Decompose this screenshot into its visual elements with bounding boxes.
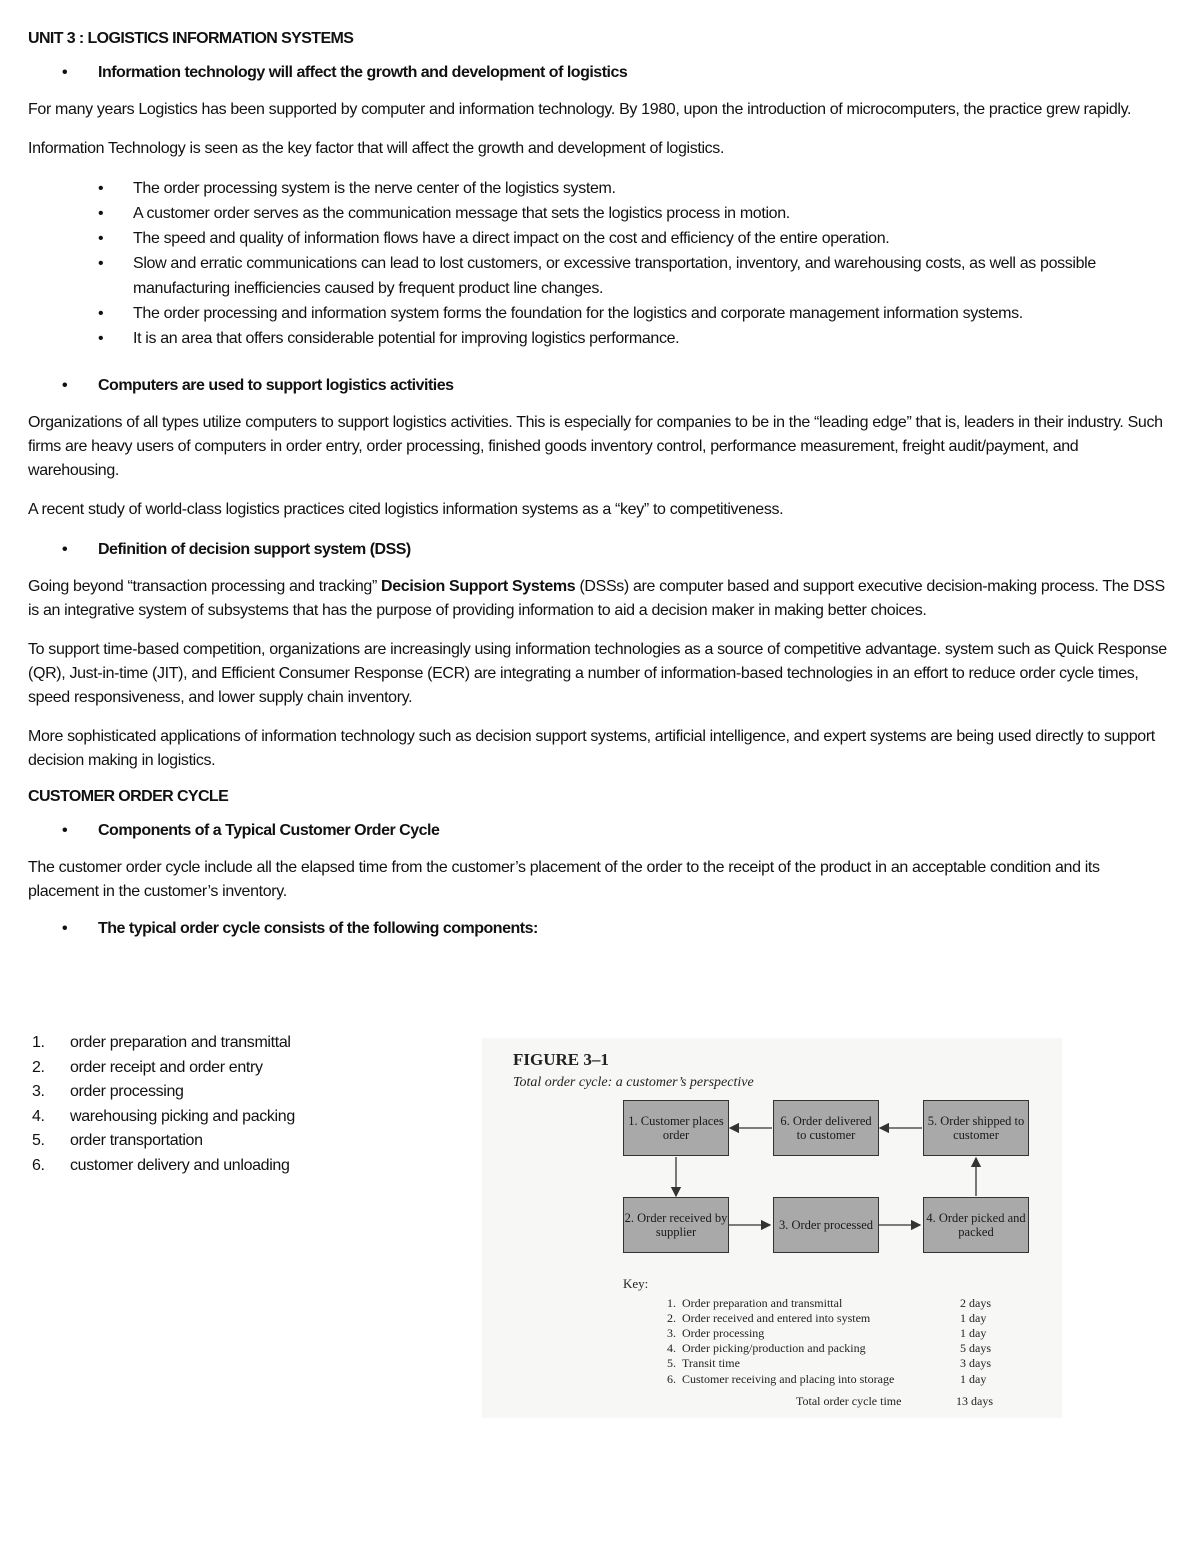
key-row [660, 1311, 1000, 1327]
key-days: 5 days [960, 1341, 991, 1355]
key-days: 3 days [960, 1356, 991, 1370]
list-item [32, 1056, 295, 1081]
section1-heading: • Information technology will affect the growth and development of logistics [28, 64, 1168, 82]
section2-para1: Organizations of all types utilize computers to support logistics activities. This is especially for companies to be in the “leading edge” that is, leaders in their industry. Such firms are heavy users of computers in order entry, order processing, finished goods inventory control, performance measurement, freight audit/payment, and warehousing. [28, 414, 1163, 479]
list-item [32, 1031, 295, 1056]
dss-post-text: (DSSs) are computer based and support executive decision-making process. The DSS is an integrative system of subsystems that has the purpose of providing information to aid a decision maker in making better choices. [28, 578, 1165, 619]
key-row [660, 1296, 1000, 1312]
figure-title: FIGURE 3–1 [513, 1050, 609, 1069]
box-order-picked-packed: 4. Order picked and packed [923, 1197, 1029, 1253]
unit-title: UNIT 3 : LOGISTICS INFORMATION SYSTEMS [28, 30, 354, 47]
section3-para1 [28, 575, 1168, 623]
section3-para2: To support time-based competition, organizations are increasingly using information technologies as a source of competitive advantage. system such as Quick Response (QR), Just-in-time (JIT), and Efficient Consumer Response (ECR) are integrating a number of information-based technologies in an effort to reduce order cycle times, speed responsiveness, and lower supply chain inventory. [28, 641, 1167, 706]
box-order-received: 2. Order received by supplier [623, 1197, 729, 1253]
key-number: 6. [667, 1372, 676, 1386]
key-days: 2 days [960, 1296, 991, 1310]
key-number: 3. [667, 1326, 676, 1340]
list-text: customer delivery and unloading [70, 1156, 290, 1174]
key-label-text: Order received and entered into system [682, 1311, 871, 1325]
list-number: 1. [32, 1034, 45, 1051]
section1-bullet-list [28, 176, 1168, 351]
list-item: • It is an area that offers considerable potential for improving logistics performance. [133, 326, 1168, 351]
section3-para3: More sophisticated applications of information technology such as decision support systems, artificial intelligence, and expert systems are being used directly to support decision making in logistics. [28, 728, 1155, 769]
list-text: order processing [70, 1083, 184, 1100]
order-cycle-components-list [32, 1031, 295, 1178]
box-order-shipped: 5. Order shipped to customer [923, 1100, 1029, 1156]
key-label: Key: [623, 1276, 649, 1291]
list-item [32, 1105, 295, 1130]
list-text: order preparation and transmittal [70, 1034, 291, 1051]
list-item [32, 1154, 295, 1179]
key-label-text: Customer receiving and placing into storage [682, 1372, 895, 1386]
box-order-processed: 3. Order processed [773, 1197, 879, 1253]
list-number: 2. [32, 1058, 45, 1076]
list-item [32, 1129, 295, 1154]
list-text: order transportation [70, 1132, 203, 1149]
key-label-text: Transit time [682, 1356, 740, 1370]
key-days: 1 day [960, 1372, 987, 1386]
section2-heading: • Computers are used to support logistics activities [28, 377, 1168, 395]
key-days: 1 day [960, 1326, 987, 1340]
list-item: • The order processing system is the nerve center of the logistics system. [133, 176, 1168, 201]
section3-heading: • Definition of decision support system (DSS) [28, 541, 1168, 559]
total-cycle-value: 13 days [956, 1394, 993, 1408]
customer-order-cycle-title: CUSTOMER ORDER CYCLE [28, 788, 229, 805]
list-number: 5. [32, 1132, 45, 1149]
list-text: order receipt and order entry [70, 1058, 263, 1076]
list-text: warehousing picking and packing [70, 1107, 295, 1125]
dss-pre-text: Going beyond “transaction processing and tracking” [28, 578, 382, 595]
list-item: • The order processing and information system forms the foundation for the logistics and corporate management information systems. [133, 301, 1168, 326]
key-number: 5. [667, 1356, 676, 1370]
section4-heading2: • The typical order cycle consists of the following components: [28, 920, 1168, 938]
key-row [660, 1341, 1000, 1357]
key-number: 2. [667, 1311, 676, 1325]
list-item [32, 1080, 295, 1105]
total-cycle-label: Total order cycle time [796, 1394, 902, 1408]
key-number: 4. [667, 1341, 676, 1355]
section1-para1: For many years Logistics has been supported by computer and information technology. By 1980, upon the introduction of microcomputers, the practice grew rapidly. [28, 101, 1132, 118]
key-label-text: Order processing [682, 1326, 765, 1340]
key-row [660, 1356, 1000, 1372]
dss-term: Decision Support Systems [381, 578, 576, 595]
list-item: • The speed and quality of information flows have a direct impact on the cost and efficiency of the entire operation. [133, 226, 1168, 251]
key-row [660, 1372, 1000, 1388]
document-page [28, 30, 1168, 954]
section2-para2: A recent study of world-class logistics practices cited logistics information systems as a “key” to competitiveness. [28, 501, 784, 518]
section4-para1: The customer order cycle include all the elapsed time from the customer’s placement of the order to the receipt of the product in an acceptable condition and its placement in the customer’s inventory. [28, 859, 1100, 900]
list-number: 6. [32, 1156, 45, 1174]
section4-heading1: • Components of a Typical Customer Order Cycle [28, 822, 1168, 840]
key-row [660, 1326, 1000, 1342]
key-days: 1 day [960, 1311, 987, 1325]
box-customer-places-order: 1. Customer places order [623, 1100, 729, 1156]
key-label-text: Order picking/production and packing [682, 1341, 866, 1355]
order-cycle-figure [482, 1038, 1062, 1418]
list-number: 4. [32, 1107, 45, 1125]
list-item: • A customer order serves as the communication message that sets the logistics process in motion. [133, 201, 1168, 226]
list-number: 3. [32, 1083, 45, 1100]
key-number: 1. [667, 1296, 676, 1310]
section1-para2: Information Technology is seen as the key factor that will affect the growth and development of logistics. [28, 140, 725, 157]
key-label-text: Order preparation and transmittal [682, 1296, 843, 1310]
box-order-delivered: 6. Order delivered to customer [773, 1100, 879, 1156]
figure-caption: Total order cycle: a customer’s perspective [513, 1075, 754, 1090]
list-item: • Slow and erratic communications can lead to lost customers, or excessive transportation, inventory, and warehousing costs, as well as possible manufacturing inefficiencies caused by frequent product line changes. [133, 251, 1168, 301]
